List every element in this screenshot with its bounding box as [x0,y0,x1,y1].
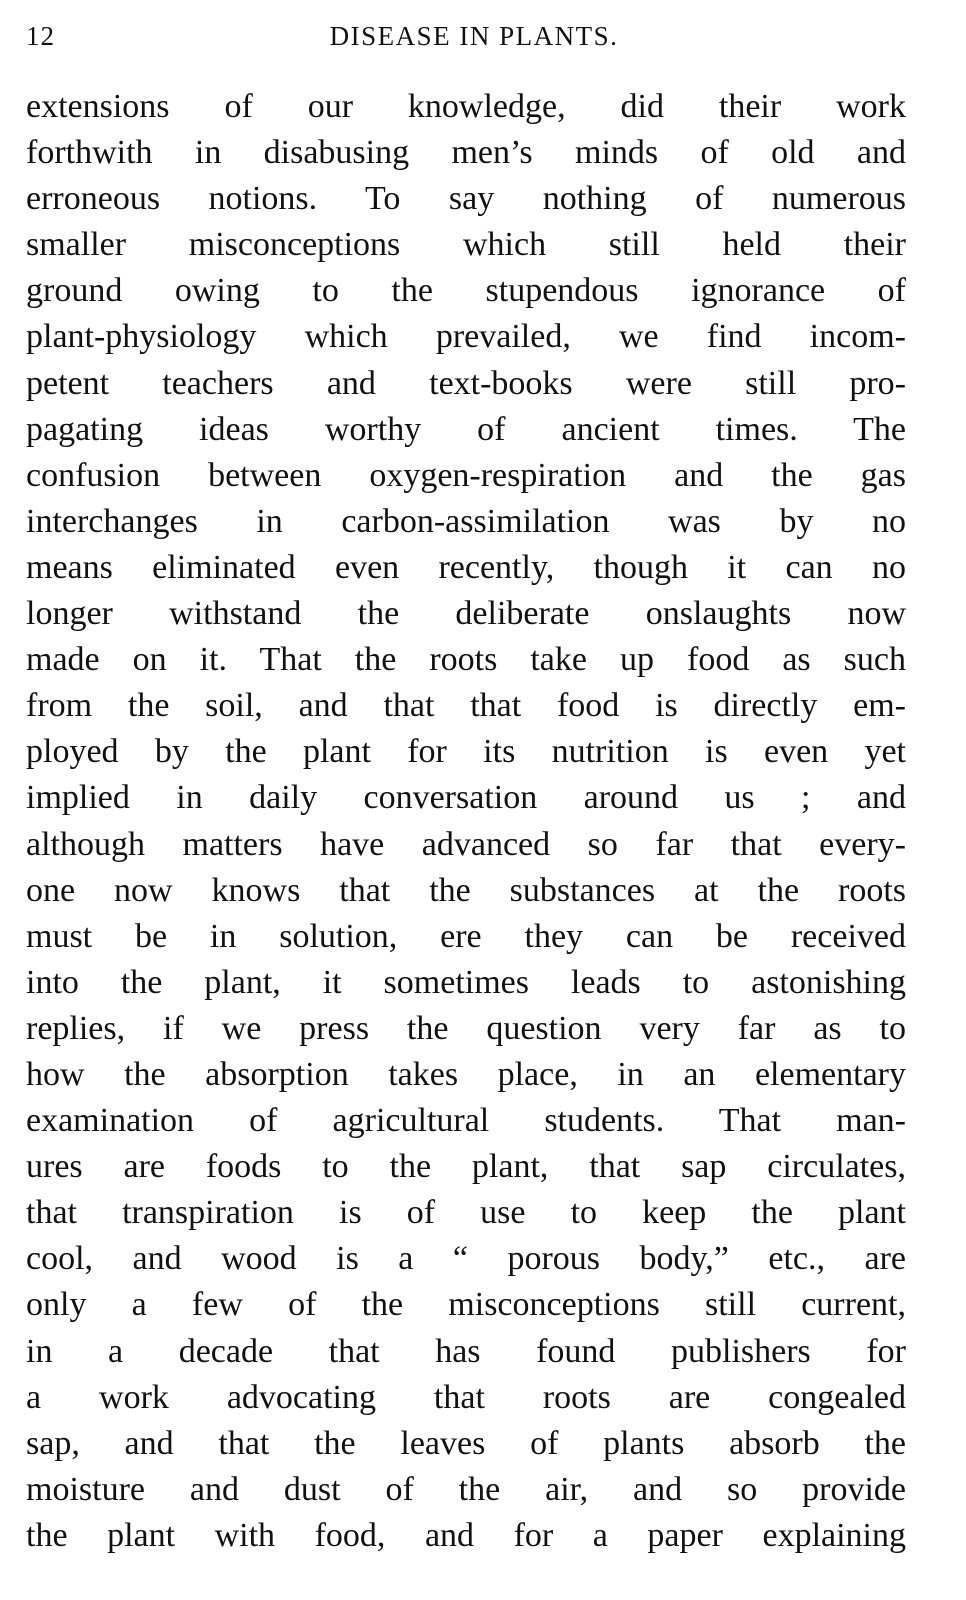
text-line: cool, and wood is a “ porous body,” etc., are [26,1240,906,1278]
text-line: forthwith in disabusing men’s minds of old and [26,134,906,172]
body-text [26,84,906,1559]
text-line: means eliminated even recently, though it can no [26,548,906,586]
text-line: ground owing to the stupendous ignorance of [26,272,906,310]
text-line: although matters have advanced so far that every- [26,825,906,863]
page-number: 12 [26,21,55,51]
running-head [26,16,906,56]
text-line: must be in solution, ere they can be received [26,917,906,955]
text-line: petent teachers and text-books were still pro- [26,364,906,402]
text-line: one now knows that the substances at the roots [26,871,906,909]
text-line: how the absorption takes place, in an elementary [26,1055,906,1093]
text-line: smaller misconceptions which still held their [26,226,906,264]
text-line: examination of agricultural students. That man- [26,1102,906,1140]
text-line: from the soil, and that that food is directly em- [26,687,906,725]
text-line: into the plant, it sometimes leads to astonishing [26,963,906,1001]
text-line: extensions of our knowledge, did their work [26,88,906,125]
text-line: moisture and dust of the air, and so provide [26,1470,906,1508]
text-line: replies, if we press the question very far as to [26,1009,906,1047]
text-line: the plant with food, and for a paper explaining [26,1516,906,1554]
text-line: made on it. That the roots take up food as such [26,641,906,679]
text-line: in a decade that has found publishers for [26,1332,906,1370]
text-line: erroneous notions. To say nothing of numerous [26,180,906,218]
text-line: ures are foods to the plant, that sap circulates, [26,1148,906,1186]
text-line: implied in daily conversation around us ; and [26,779,906,817]
text-line: confusion between oxygen-respiration and the gas [26,456,906,494]
text-line: longer withstand the deliberate onslaughts now [26,595,906,633]
text-line: ployed by the plant for its nutrition is even yet [26,733,906,771]
text-line: pagating ideas worthy of ancient times. The [26,410,906,448]
text-line: a work advocating that roots are congealed [26,1378,906,1416]
text-line: that transpiration is of use to keep the plant [26,1194,906,1232]
running-title: DISEASE IN PLANTS. [329,21,619,51]
text-line: only a few of the misconceptions still current, [26,1286,906,1324]
text-line: interchanges in carbon-assimilation was by no [26,502,906,540]
text-line: plant-physiology which prevailed, we find incom- [26,318,906,356]
text-line: sap, and that the leaves of plants absorb the [26,1424,906,1462]
